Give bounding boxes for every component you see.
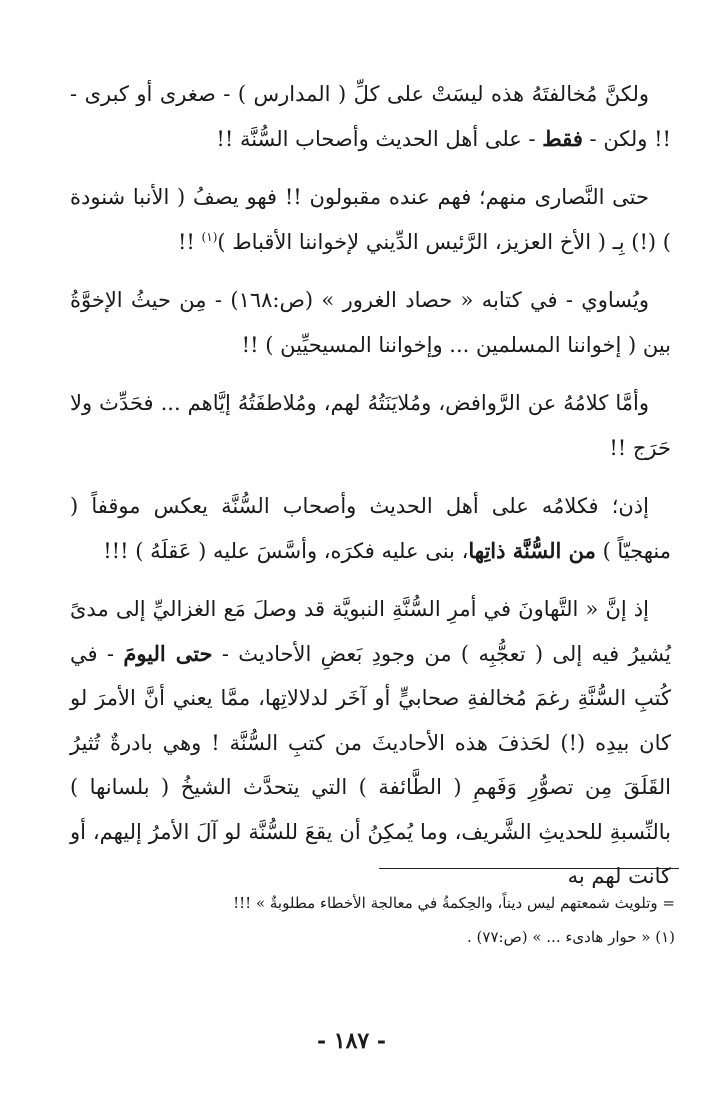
footnote-1: (١) « حوار هادىء ... » (ص:٧٧) . [467, 928, 675, 946]
paragraph-2-text-end: !! [177, 229, 202, 254]
paragraph-5-text-end: ، بنى عليه فكرَه، وأسَّسَ عليه ( عَقلَهُ ) !!! [103, 538, 469, 563]
paragraph-4: وأمَّا كلامُهُ عن الرَّوافض، ومُلايَنَتُهُ لهم، ومُلاطفَتُهُ إيَّاهم ... فحَدِّث ولا حَرَج !! [70, 391, 671, 460]
main-text [70, 72, 671, 913]
paragraph-6 [70, 587, 671, 899]
paragraph-6-text-start: إذ إنَّ « التَّهاونَ في أمرِ السُّنَّةِ النبويَّة قد وصلَ مَع الغزاليِّ إلى مدىً يُشيرُ فيه إلى ( تعجُّبِه ) من وجودِ بَعضِ الأحاديث - [70, 597, 671, 666]
paragraph-1 [70, 72, 671, 161]
footnotes [70, 886, 675, 954]
paragraph-2-text-start: حتى النَّصارى منهم؛ فهم عنده مقبولون !! فهو يصفُ ( الأنبا شنودة ) (!) بِـ ( الأخ العزيز، الرَّئيس الدِّيني لإخواننا الأقباط ) [70, 185, 671, 254]
paragraph-6-text-end: - في كُتبِ السُّنَّةِ رغمَ مُخالفةِ صحابيٍّ أو آخَر لدلالاتِها، ممَّا يعني أنَّ الأمرَ لو كان بيدِه (!) لحَذفَ هذه الأحاديثَ من كتبِ السُّنَّة ! وهي بادرةٌ تُثيرُ القَلَقَ مِن تصوُّرِ وَفَهمِ ( الطَّائفة ) التي يتحدَّث الشيخُ ( بلسانها ) بالنِّسبةِ للحديثِ الشَّريف، وما يُمكِنُ أن يقعَ للسُّنَّة لو آلَ الأمرُ إليهم، أو كانت لهم به [70, 641, 671, 888]
footnote-reference-1[interactable]: (١) [201, 229, 218, 244]
paragraph-5-text-start: إذن؛ فكلامُه على أهل الحديث وأصحاب السُّنَّة يعكس موقفاً ( منهجيّاً ) [70, 494, 671, 563]
paragraph-5 [70, 484, 671, 573]
paragraph-2 [70, 175, 671, 264]
paragraph-1-text-start: ولكنَّ مُخالفتَهُ هذه ليسَتْ على كلِّ ( المدارس ) - صغرى أو كبرى - !! ولكن - [70, 82, 671, 151]
paragraph-5-bold-text: من السُّنَّة ذاتِها [468, 537, 596, 563]
paragraph-6-bold-text: حتى اليومَ [123, 640, 213, 666]
footnote-divider [379, 868, 679, 869]
footnote-continuation: = وتلويث شمعتهم ليس ديناً، والحِكمةُ في معالجة الأخطاء مطلوبةٌ » !!! [233, 894, 675, 912]
paragraph-3: ويُساوي - في كتابه « حصاد الغرور » (ص:١٦٨) - مِن حيثُ الإخوَّةُ بين ( إخواننا المسلمين ... وإخواننا المسيحيِّين ) !! [70, 288, 671, 357]
paragraph-1-bold-text: فقط [542, 125, 583, 151]
page-number: - ١٨٧ - [316, 1028, 387, 1054]
paragraph-1-text-end: - على أهل الحديث وأصحاب السُّنَّة !! [216, 126, 543, 151]
